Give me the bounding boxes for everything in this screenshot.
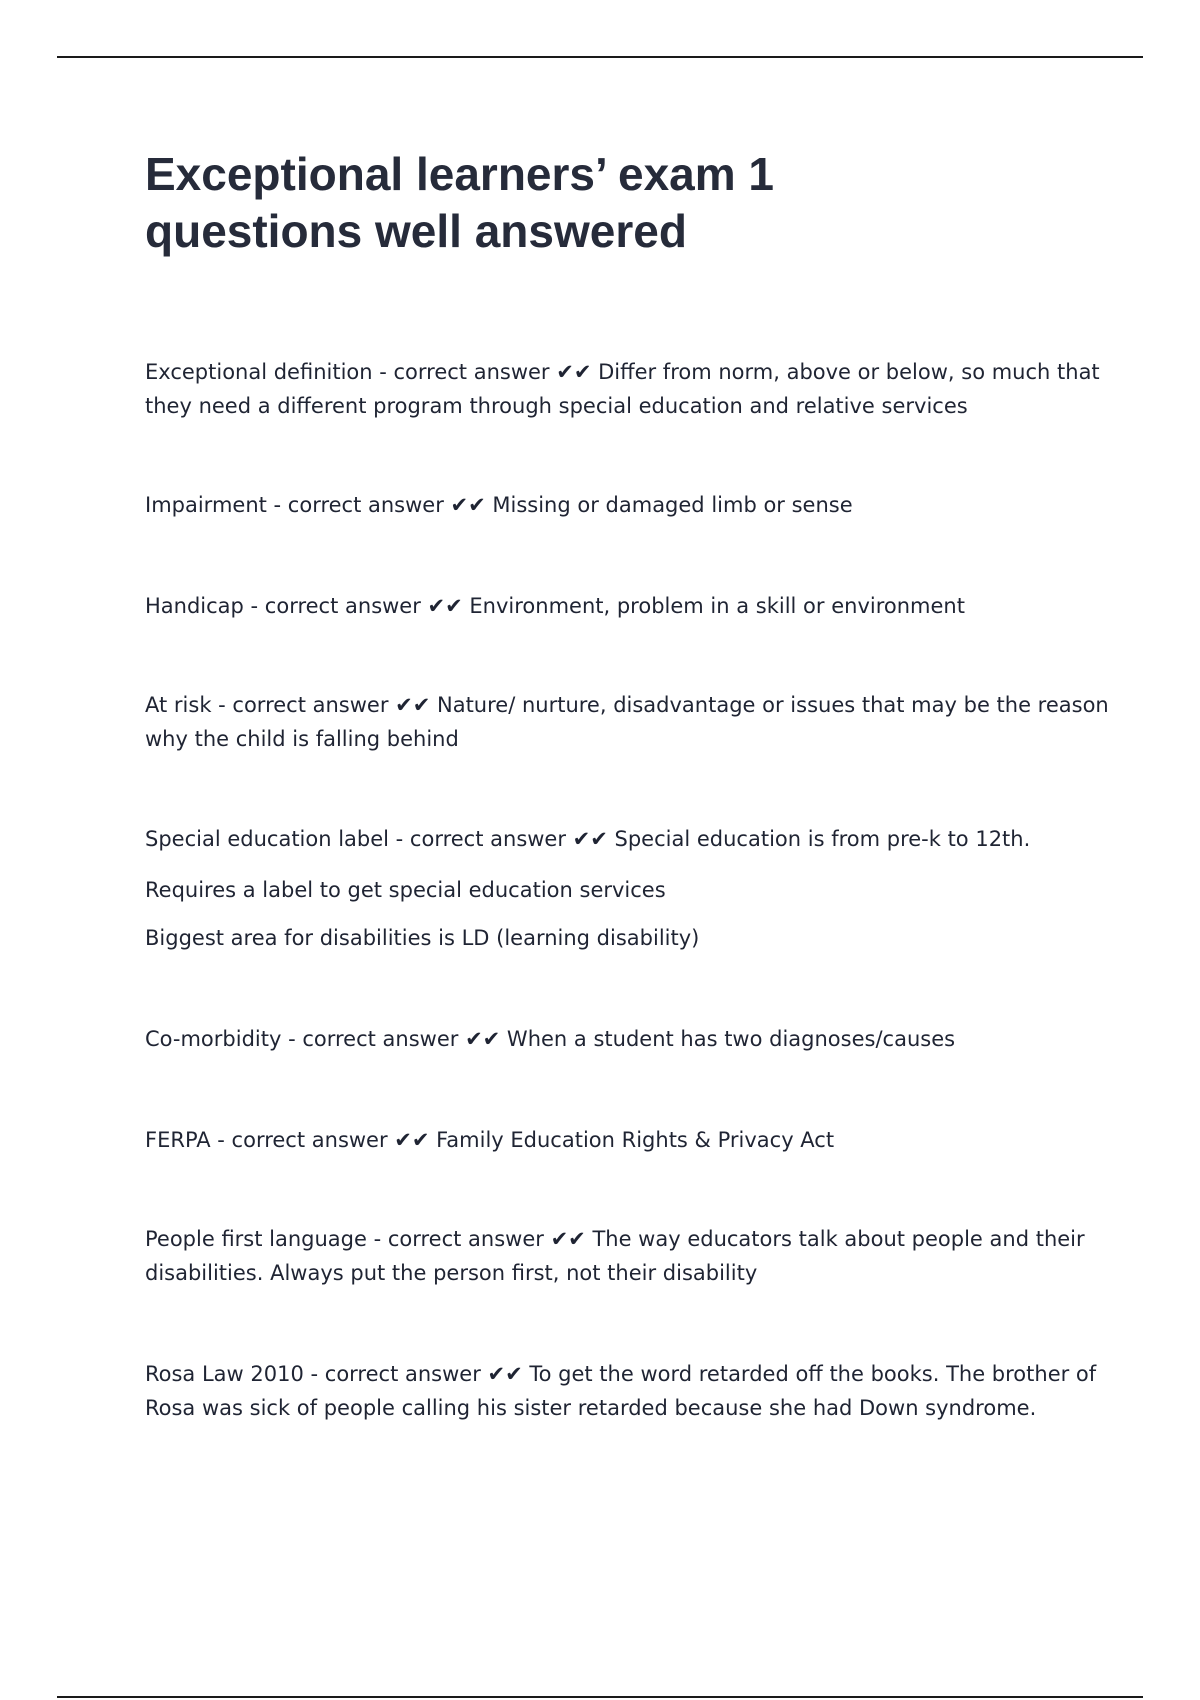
entry-line: At risk - correct answer ✔✔ Nature/ nurture, disadvantage or issues that may be the reason: [145, 693, 1109, 717]
title-line: Exceptional learners’ exam 1: [145, 148, 775, 200]
entry-line: they need a different program through special education and relative services: [145, 394, 968, 418]
entry-line: disabilities. Always put the person first, not their disability: [145, 1261, 758, 1285]
entry-line: Handicap - correct answer ✔✔ Environment, problem in a skill or environment: [145, 594, 965, 618]
qa-entry-exceptional-definition: [145, 355, 1100, 423]
entry-line: Exceptional definition - correct answer ✔✔ Differ from norm, above or below, so much that: [145, 360, 1100, 384]
qa-entry-handicap: [145, 589, 1065, 623]
qa-entry-special-education-label: [145, 822, 1065, 856]
entry-line: Requires a label to get special education services: [145, 878, 666, 902]
qa-entry-impairment: [145, 488, 1065, 522]
entry-line: Co-morbidity - correct answer ✔✔ When a student has two diagnoses/causes: [145, 1027, 956, 1051]
top-divider: [57, 56, 1143, 58]
qa-entry-people-first-language: [145, 1222, 1085, 1290]
document-title: [145, 146, 1045, 260]
entry-line: Impairment - correct answer ✔✔ Missing or damaged limb or sense: [145, 493, 853, 517]
entry-line: Special education label - correct answer ✔✔ Special education is from pre-k to 12th.: [145, 827, 1031, 851]
entry-line: People first language - correct answer ✔✔ The way educators talk about people and their: [145, 1227, 1085, 1251]
entry-line: Rosa was sick of people calling his sister retarded because she had Down syndrome.: [145, 1396, 1037, 1420]
entry-line: Rosa Law 2010 - correct answer ✔✔ To get the word retarded off the books. The brother of: [145, 1362, 1097, 1386]
qa-entry-special-education-label-line-3: [145, 921, 1065, 955]
bottom-divider: [57, 1696, 1143, 1698]
qa-entry-at-risk: [145, 688, 1109, 756]
qa-entry-ferpa: [145, 1123, 1065, 1157]
entry-line: FERPA - correct answer ✔✔ Family Education Rights & Privacy Act: [145, 1128, 835, 1152]
title-line: questions well answered: [145, 205, 687, 257]
qa-entry-special-education-label-line-2: [145, 873, 1065, 907]
entry-line: Biggest area for disabilities is LD (learning disability): [145, 926, 700, 950]
qa-entry-co-morbidity: [145, 1022, 1065, 1056]
qa-entry-rosa-law-2010: [145, 1357, 1097, 1425]
entry-line: why the child is falling behind: [145, 727, 459, 751]
